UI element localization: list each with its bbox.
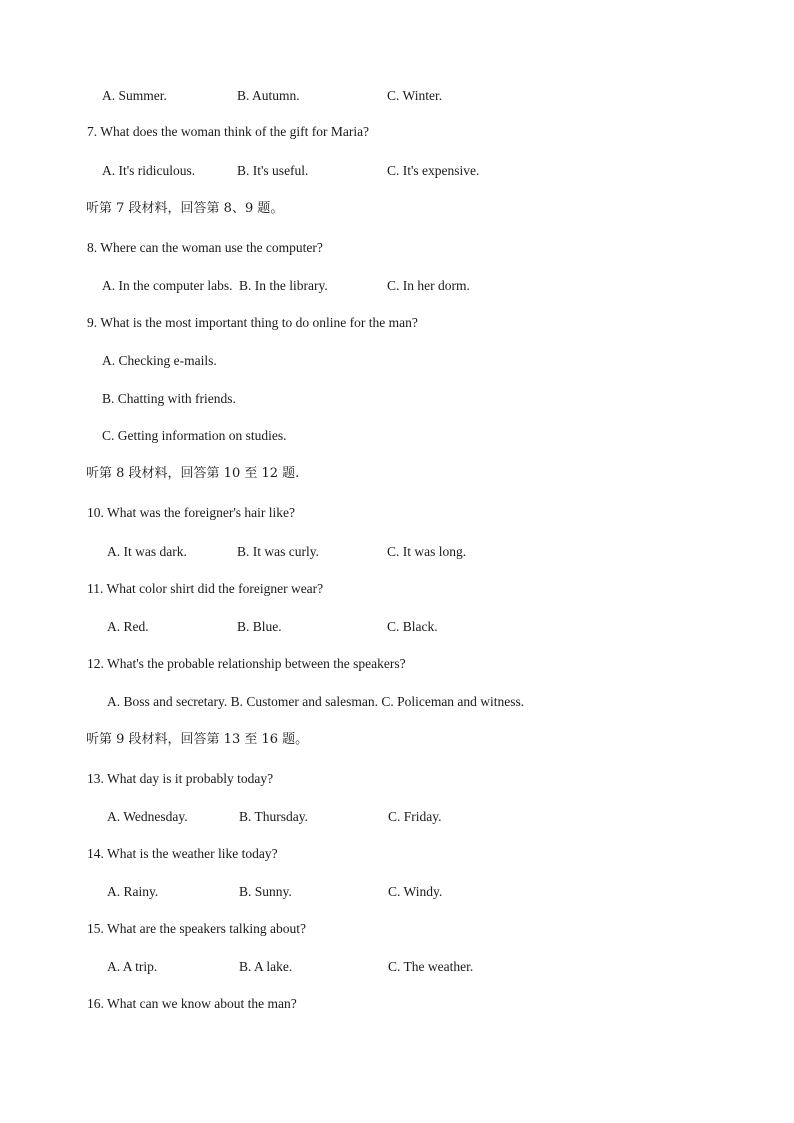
options-line: A. Boss and secretary. B. Customer and salesman. C. Policeman and witness. [107,694,525,709]
question-11: 11. What color shirt did the foreigner wear? [87,581,324,596]
option-b: B. It's useful. [237,163,309,178]
question-8: 8. Where can the woman use the computer? [87,240,323,255]
section-heading-8: 听第 8 段材料，回答第 10 至 12 题. [86,466,300,481]
question-12: 12. What's the probable relationship between the speakers? [87,656,406,671]
option-a: A. It's ridiculous. [102,163,196,178]
option-a: A. A trip. [107,959,158,974]
option-a: A. Rainy. [107,884,159,899]
option-a: A. Summer. [102,88,167,103]
question-14: 14. What is the weather like today? [87,846,278,861]
option-a: A. In the computer labs. [102,278,233,293]
section-heading-7: 听第 7 段材料，回答第 8、9 题。 [86,201,284,216]
option-b: B. It was curly. [237,544,319,559]
option-b: B. Chatting with friends. [102,391,236,406]
option-a: A. Red. [107,619,149,634]
question-7: 7. What does the woman think of the gift for Maria? [87,124,370,139]
option-a: A. Wednesday. [107,809,188,824]
question-9: 9. What is the most important thing to do online for the man? [87,315,418,330]
option-c: C. Getting information on studies. [102,428,287,443]
option-b: B. Blue. [237,619,282,634]
question-16: 16. What can we know about the man? [87,996,297,1011]
option-c: C. It's expensive. [387,163,480,178]
option-c: C. It was long. [387,544,467,559]
section-heading-9: 听第 9 段材料，回答第 13 至 16 题。 [86,732,309,747]
question-15: 15. What are the speakers talking about? [87,921,307,936]
option-c: C. Winter. [387,88,443,103]
option-c: C. Black. [387,619,438,634]
option-c: C. The weather. [388,959,474,974]
option-c: C. Friday. [388,809,442,824]
option-c: C. Windy. [388,884,443,899]
option-b: B. In the library. [239,278,328,293]
option-a: A. Checking e-mails. [102,353,217,368]
option-b: B. A lake. [239,959,293,974]
option-b: B. Autumn. [237,88,300,103]
question-13: 13. What day is it probably today? [87,771,274,786]
option-c: C. In her dorm. [387,278,470,293]
option-a: A. It was dark. [107,544,187,559]
option-b: B. Thursday. [239,809,308,824]
question-10: 10. What was the foreigner's hair like? [87,505,295,520]
option-b: B. Sunny. [239,884,292,899]
